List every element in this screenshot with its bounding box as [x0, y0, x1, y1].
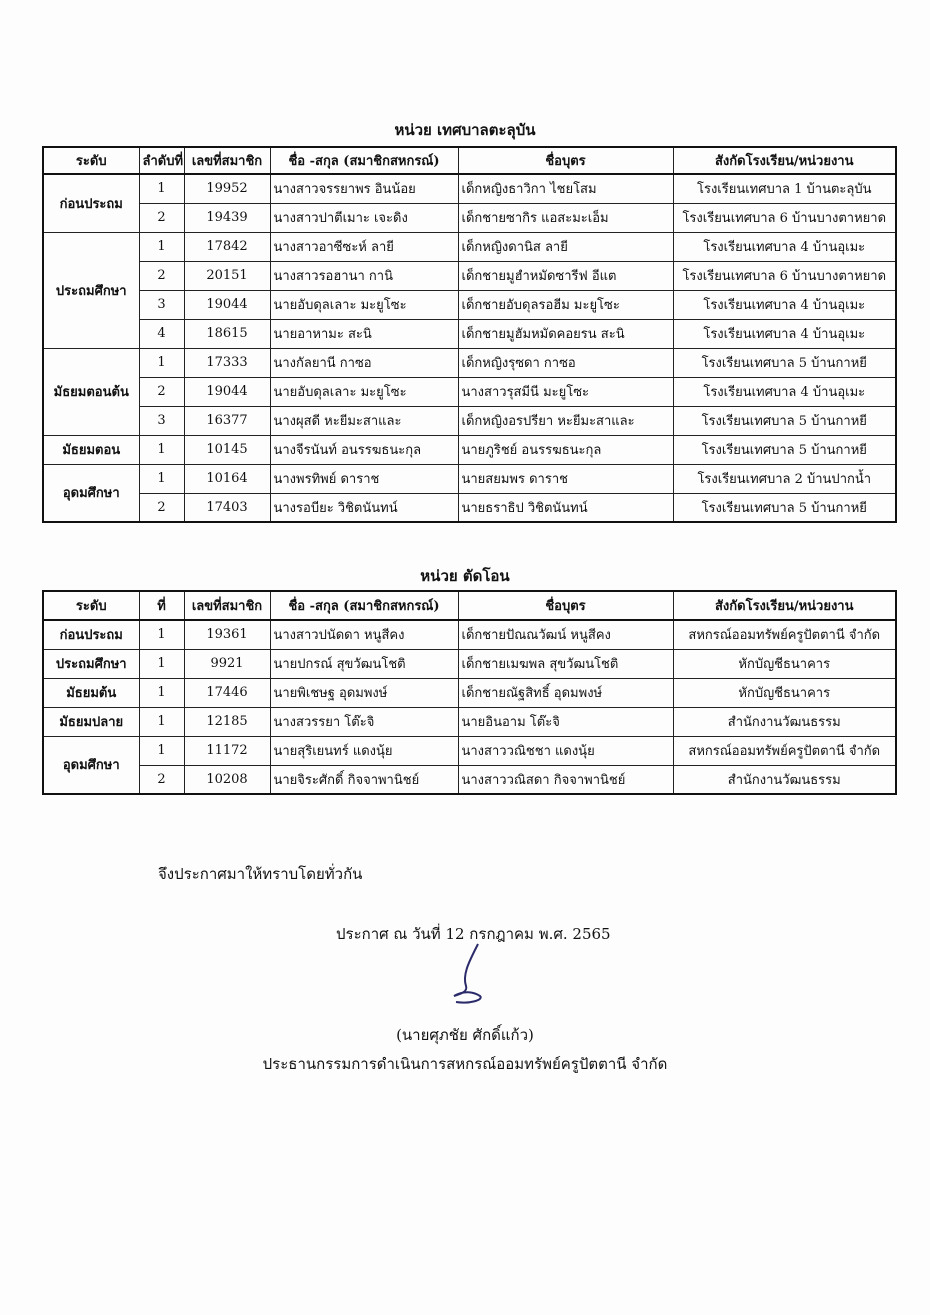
affiliation-cell: โรงเรียนเทศบาล 4 บ้านอุเมะ — [673, 377, 896, 406]
announcement-text: จึงประกาศมาให้ทราบโดยทั่วกัน — [158, 865, 363, 883]
order-cell: 1 — [139, 435, 184, 464]
level-cell: ก่อนประถม — [43, 620, 139, 649]
member-name-cell: นายอาหามะ สะนิ — [270, 319, 458, 348]
member-name-cell: นางผุสดี หะยีมะสาและ — [270, 406, 458, 435]
order-cell: 1 — [139, 678, 184, 707]
column-header: ชื่อ -สกุล (สมาชิกสหกรณ์) — [270, 591, 458, 620]
member-name-cell: นางสาวปาตีเมาะ เจะดิง — [270, 203, 458, 232]
table-row — [43, 649, 896, 678]
column-header: เลขที่สมาชิก — [184, 147, 270, 174]
member-id-cell: 20151 — [184, 261, 270, 290]
column-header: สังกัดโรงเรียน/หน่วยงาน — [673, 591, 896, 620]
member-id-cell: 17333 — [184, 348, 270, 377]
signer-name: (นายศุภชัย ศักดิ์แก้ว) — [396, 1026, 534, 1044]
table-row — [43, 620, 896, 649]
table-row — [43, 464, 896, 493]
child-name-cell: นายธราธิป วิชิตนันทน์ — [458, 493, 673, 522]
member-id-cell: 19952 — [184, 174, 270, 203]
order-cell: 4 — [139, 319, 184, 348]
order-cell: 3 — [139, 406, 184, 435]
order-cell: 1 — [139, 736, 184, 765]
affiliation-cell: สำนักงานวัฒนธรรม — [673, 707, 896, 736]
order-cell: 1 — [139, 232, 184, 261]
affiliation-cell: สหกรณ์ออมทรัพย์ครูปัตตานี จำกัด — [673, 620, 896, 649]
child-name-cell: นายสยมพร ดาราช — [458, 464, 673, 493]
affiliation-cell: โรงเรียนเทศบาล 1 บ้านตะลุบัน — [673, 174, 896, 203]
member-name-cell: นางสาวอาซีซะห์ ลายี — [270, 232, 458, 261]
column-header: สังกัดโรงเรียน/หน่วยงาน — [673, 147, 896, 174]
member-id-cell: 10208 — [184, 765, 270, 794]
signature — [440, 940, 500, 1010]
table-row — [43, 736, 896, 765]
member-id-cell: 17842 — [184, 232, 270, 261]
table-row — [43, 348, 896, 377]
column-header: ชื่อ -สกุล (สมาชิกสหกรณ์) — [270, 147, 458, 174]
table2-header-row — [43, 591, 896, 620]
column-header: เลขที่สมาชิก — [184, 591, 270, 620]
member-name-cell: นางสวรรยา โต๊ะจิ — [270, 707, 458, 736]
column-header: ระดับ — [43, 147, 139, 174]
member-name-cell: นางรอบียะ วิชิตนันทน์ — [270, 493, 458, 522]
table-row — [43, 377, 896, 406]
level-cell: อุดมศึกษา — [43, 464, 139, 522]
table1-header-row — [43, 147, 896, 174]
table1 — [42, 146, 897, 523]
order-cell: 1 — [139, 649, 184, 678]
member-name-cell: นายอับดุลเลาะ มะยูโซะ — [270, 377, 458, 406]
child-name-cell: เด็กชายมูฮำหมัดซารีฟ อีแต — [458, 261, 673, 290]
table-row — [43, 406, 896, 435]
level-cell: มัธยมต้น — [43, 678, 139, 707]
order-cell: 1 — [139, 464, 184, 493]
member-name-cell: นายปกรณ์ สุขวัฒนโชติ — [270, 649, 458, 678]
table-row — [43, 765, 896, 794]
member-id-cell: 17446 — [184, 678, 270, 707]
order-cell: 2 — [139, 203, 184, 232]
affiliation-cell: โรงเรียนเทศบาล 4 บ้านอุเมะ — [673, 319, 896, 348]
member-id-cell: 11172 — [184, 736, 270, 765]
affiliation-cell: หักบัญชีธนาคาร — [673, 678, 896, 707]
member-id-cell: 19439 — [184, 203, 270, 232]
member-name-cell: นางสาวจรรยาพร อินน้อย — [270, 174, 458, 203]
level-cell: มัธยมปลาย — [43, 707, 139, 736]
member-name-cell: นางพรทิพย์ ดาราช — [270, 464, 458, 493]
table-row — [43, 707, 896, 736]
affiliation-cell: สหกรณ์ออมทรัพย์ครูปัตตานี จำกัด — [673, 736, 896, 765]
member-id-cell: 19361 — [184, 620, 270, 649]
order-cell: 2 — [139, 765, 184, 794]
member-name-cell: นางกัลยานี กาซอ — [270, 348, 458, 377]
affiliation-cell: โรงเรียนเทศบาล 6 บ้านบางตาหยาด — [673, 261, 896, 290]
table-row — [43, 232, 896, 261]
date-line: ประกาศ ณ วันที่ 12 กรกฎาคม พ.ศ. 2565 — [336, 925, 611, 943]
member-name-cell: นางจีรนันท์ อนรรฆธนะกุล — [270, 435, 458, 464]
member-name-cell: นายจิระศักดิ์ กิจจาพานิชย์ — [270, 765, 458, 794]
table-row — [43, 174, 896, 203]
child-name-cell: เด็กชายเมฆพล สุขวัฒนโชติ — [458, 649, 673, 678]
child-name-cell: เด็กชายอับดุลรอฮีม มะยูโซะ — [458, 290, 673, 319]
order-cell: 3 — [139, 290, 184, 319]
member-id-cell: 17403 — [184, 493, 270, 522]
child-name-cell: นางสาวรุสมีนี มะยูโซะ — [458, 377, 673, 406]
member-id-cell: 18615 — [184, 319, 270, 348]
affiliation-cell: โรงเรียนเทศบาล 5 บ้านกาหยี — [673, 435, 896, 464]
affiliation-cell: โรงเรียนเทศบาล 5 บ้านกาหยี — [673, 406, 896, 435]
column-header: ระดับ — [43, 591, 139, 620]
child-name-cell: เด็กชายมูฮัมหมัดคอยรน สะนิ — [458, 319, 673, 348]
column-header: ที่ — [139, 591, 184, 620]
affiliation-cell: โรงเรียนเทศบาล 4 บ้านอุเมะ — [673, 290, 896, 319]
table-row — [43, 319, 896, 348]
child-name-cell: นางสาววณิชชา แดงนุ้ย — [458, 736, 673, 765]
table2-title: หน่วย ตัดโอน — [420, 567, 510, 585]
level-cell: ประถมศึกษา — [43, 649, 139, 678]
table-row — [43, 678, 896, 707]
member-id-cell: 19044 — [184, 377, 270, 406]
member-name-cell: นายสุริเยนทร์ แดงนุ้ย — [270, 736, 458, 765]
affiliation-cell: สำนักงานวัฒนธรรม — [673, 765, 896, 794]
affiliation-cell: โรงเรียนเทศบาล 5 บ้านกาหยี — [673, 493, 896, 522]
child-name-cell: เด็กชายปัณณวัฒน์ หนูสีคง — [458, 620, 673, 649]
order-cell: 2 — [139, 493, 184, 522]
member-name-cell: นางสาวปนัดดา หนูสีคง — [270, 620, 458, 649]
table-row — [43, 203, 896, 232]
child-name-cell: เด็กหญิงอรปรียา หะยีมะสาและ — [458, 406, 673, 435]
affiliation-cell: โรงเรียนเทศบาล 6 บ้านบางตาหยาด — [673, 203, 896, 232]
order-cell: 1 — [139, 174, 184, 203]
child-name-cell: เด็กหญิงดานิส ลายี — [458, 232, 673, 261]
member-name-cell: นางสาวรอฮานา กานิ — [270, 261, 458, 290]
affiliation-cell: หักบัญชีธนาคาร — [673, 649, 896, 678]
child-name-cell: เด็กชายซากิร แอสะมะเอ็ม — [458, 203, 673, 232]
member-name-cell: นายอับดุลเลาะ มะยูโซะ — [270, 290, 458, 319]
signer-title: ประธานกรรมการดำเนินการสหกรณ์ออมทรัพย์ครูปัตตานี จำกัด — [262, 1055, 668, 1073]
column-header: ชื่อบุตร — [458, 147, 673, 174]
member-id-cell: 9921 — [184, 649, 270, 678]
member-id-cell: 12185 — [184, 707, 270, 736]
level-cell: ประถมศึกษา — [43, 232, 139, 348]
child-name-cell: นายอินอาม โต๊ะจิ — [458, 707, 673, 736]
table-row — [43, 261, 896, 290]
level-cell: อุดมศึกษา — [43, 736, 139, 794]
table-row — [43, 435, 896, 464]
member-id-cell: 19044 — [184, 290, 270, 319]
child-name-cell: นายภูริชย์ อนรรฆธนะกุล — [458, 435, 673, 464]
column-header: ลำดับที่ — [139, 147, 184, 174]
level-cell: ก่อนประถม — [43, 174, 139, 232]
table-row — [43, 290, 896, 319]
order-cell: 2 — [139, 377, 184, 406]
member-id-cell: 16377 — [184, 406, 270, 435]
table-row — [43, 493, 896, 522]
level-cell: มัธยมตอน — [43, 435, 139, 464]
order-cell: 2 — [139, 261, 184, 290]
child-name-cell: เด็กหญิงรุซดา กาซอ — [458, 348, 673, 377]
column-header: ชื่อบุตร — [458, 591, 673, 620]
child-name-cell: นางสาววณิสดา กิจจาพานิชย์ — [458, 765, 673, 794]
order-cell: 1 — [139, 707, 184, 736]
level-cell: มัธยมตอนต้น — [43, 348, 139, 435]
member-id-cell: 10145 — [184, 435, 270, 464]
affiliation-cell: โรงเรียนเทศบาล 5 บ้านกาหยี — [673, 348, 896, 377]
member-name-cell: นายพิเชษฐ อุดมพงษ์ — [270, 678, 458, 707]
affiliation-cell: โรงเรียนเทศบาล 4 บ้านอุเมะ — [673, 232, 896, 261]
child-name-cell: เด็กชายณัฐสิทธิ์ อุดมพงษ์ — [458, 678, 673, 707]
affiliation-cell: โรงเรียนเทศบาล 2 บ้านปากน้ำ — [673, 464, 896, 493]
order-cell: 1 — [139, 348, 184, 377]
member-id-cell: 10164 — [184, 464, 270, 493]
child-name-cell: เด็กหญิงธาวิกา ไชยโสม — [458, 174, 673, 203]
table1-title: หน่วย เทศบาลตะลุบัน — [394, 121, 536, 139]
table2 — [42, 590, 897, 795]
order-cell: 1 — [139, 620, 184, 649]
